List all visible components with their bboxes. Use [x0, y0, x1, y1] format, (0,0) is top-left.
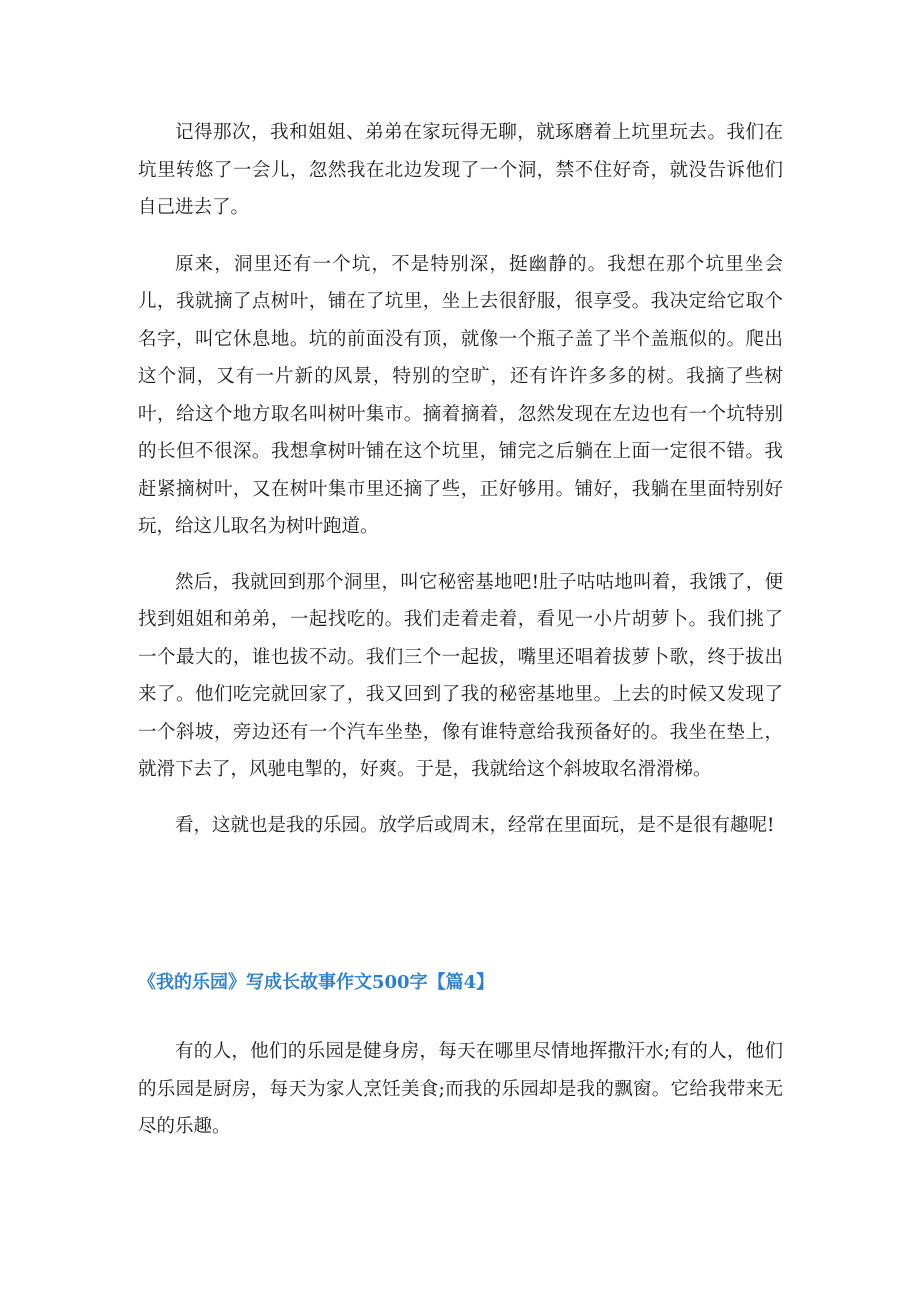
paragraph-3: 然后，我就回到那个洞里，叫它秘密基地吧!肚子咕咕地叫着，我饿了，便找到姐姐和弟弟，一起找吃的。我们走着走着，看见一小片胡萝卜。我们挑了一个最大的，谁也拔不动。我们三个一起拔，嘴里还唱着拔萝卜歌，终于拔出来了。他们吃完就回家了，我又回到了我的秘密基地里。上去的时候又发现了一个斜坡，旁边还有一个汽车坐垫，像有谁特意给我预备好的。我坐在垫上，就滑下去了，风驰电掣的，好爽。于是，我就给这个斜坡取名滑滑梯。 [138, 571, 783, 780]
paragraph-2: 原来，洞里还有一个坑，不是特别深，挺幽静的。我想在那个坑里坐会儿，我就摘了点树叶，铺在了坑里，坐上去很舒服，很享受。我决定给它取个名字，叫它休息地。坑的前面没有顶，就像一个瓶子盖了半个盖瓶似的。爬出这个洞，又有一片新的风景，特别的空旷，还有许许多多的树。我摘了些树叶，给这个地方取名叫树叶集市。摘着摘着，忽然发现在左边也有一个坑特别的长但不很深。我想拿树叶铺在这个坑里，铺完之后躺在上面一定很不错。我赶紧摘树叶，又在树叶集市里还摘了些，正好够用。铺好，我躺在里面特别好玩，给这儿取名为树叶跑道。 [138, 253, 783, 537]
paragraph-1: 记得那次，我和姐姐、弟弟在家玩得无聊，就琢磨着上坑里玩去。我们在坑里转悠了一会儿，忽然我在北边发现了一个洞，禁不住好奇，就没告诉他们自己进去了。 [138, 122, 783, 218]
section-paragraph-1: 有的人，他们的乐园是健身房，每天在哪里尽情地挥撒汗水;有的人，他们的乐园是厨房，每天为家人烹饪美食;而我的乐园却是我的飘窗。它给我带来无尽的乐趣。 [138, 1041, 783, 1137]
section-body [138, 1033, 783, 1146]
paragraph-4: 看，这就也是我的乐园。放学后或周末，经常在里面玩，是不是很有趣呢! [175, 814, 775, 836]
section-heading: 《我的乐园》写成长故事作文500字【篇4】 [138, 972, 495, 993]
story-body [138, 114, 783, 844]
